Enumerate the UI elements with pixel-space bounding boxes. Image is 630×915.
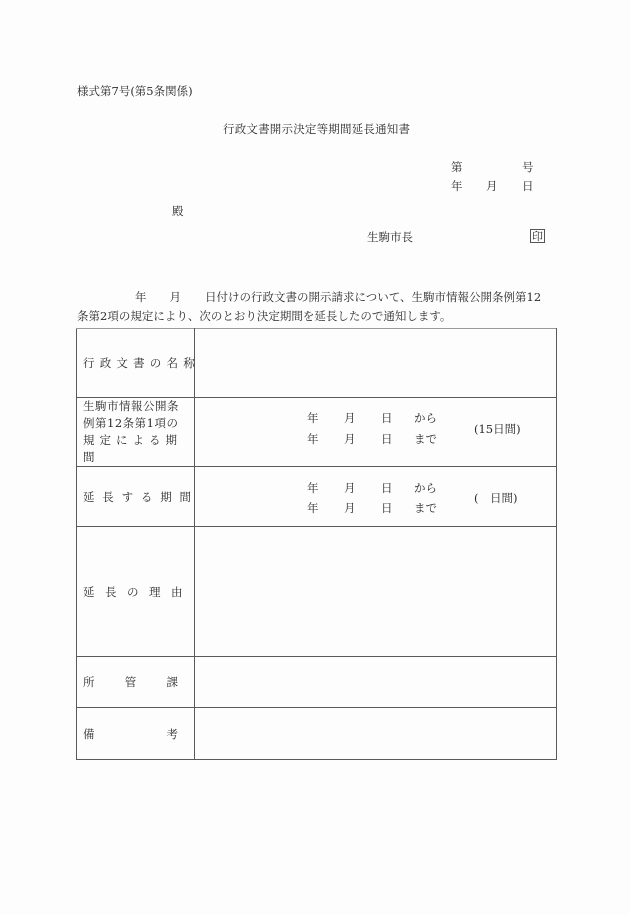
extension-period-days: ( 日間) (474, 491, 518, 505)
field-document-name[interactable] (195, 329, 557, 398)
field-extension-reason[interactable] (195, 527, 557, 657)
table-row-extension-period (77, 467, 557, 527)
label-extension-period: 延長する期間 (77, 467, 195, 527)
field-ordinance-period[interactable]: 年 月 日 から 年 月 日 まで (15日間) (195, 398, 557, 467)
body-line-1-text: 日付けの行政文書の開示請求について、生駒市情報公開条例第12 (205, 290, 542, 304)
seal-stamp-box: 印 (532, 230, 543, 243)
addressee-honorific: 殿 (172, 204, 184, 218)
document-title: 行政文書開示決定等期間延長通知書 (223, 122, 411, 136)
label-ordinance-period: 生駒市情報公開条 例第12条第1項の 規定による期間 (77, 398, 195, 467)
body-line-1 (77, 288, 567, 307)
body-line-2: 条第2項の規定により、次のとおり決定期間を延長したので通知します。 (77, 309, 452, 323)
notice-form-table (76, 328, 557, 760)
label-department: 所 管 課 (77, 657, 195, 708)
body-year-label: 年 (135, 290, 147, 304)
sender-name: 生駒市長 (367, 230, 413, 244)
date-month-label: 月 (486, 179, 498, 193)
notice-body-text (77, 288, 567, 326)
table-row-department (77, 657, 557, 708)
label-extension-reason: 延長の理由 (77, 527, 195, 657)
label-remarks: 備 考 (77, 708, 195, 760)
date-year-label: 年 (451, 179, 463, 193)
table-row-extension-reason (77, 527, 557, 657)
table-row-document-name (77, 329, 557, 398)
body-month-label: 月 (169, 290, 181, 304)
date-day-label: 日 (522, 179, 534, 193)
table-row-ordinance-period (77, 398, 557, 467)
field-extension-period[interactable]: 年 月 日 から 年 月 日 まで ( 日間) (195, 467, 557, 527)
form-number: 様式第7号(第5条関係) (77, 84, 193, 98)
field-remarks[interactable] (195, 708, 557, 760)
reference-number-suffix: 号 (522, 160, 534, 174)
label-document-name: 行政文書の名称 (77, 329, 195, 398)
table-row-remarks (77, 708, 557, 760)
ordinance-period-days: (15日間) (474, 422, 521, 436)
reference-number-prefix: 第 (451, 160, 463, 174)
field-department[interactable] (195, 657, 557, 708)
